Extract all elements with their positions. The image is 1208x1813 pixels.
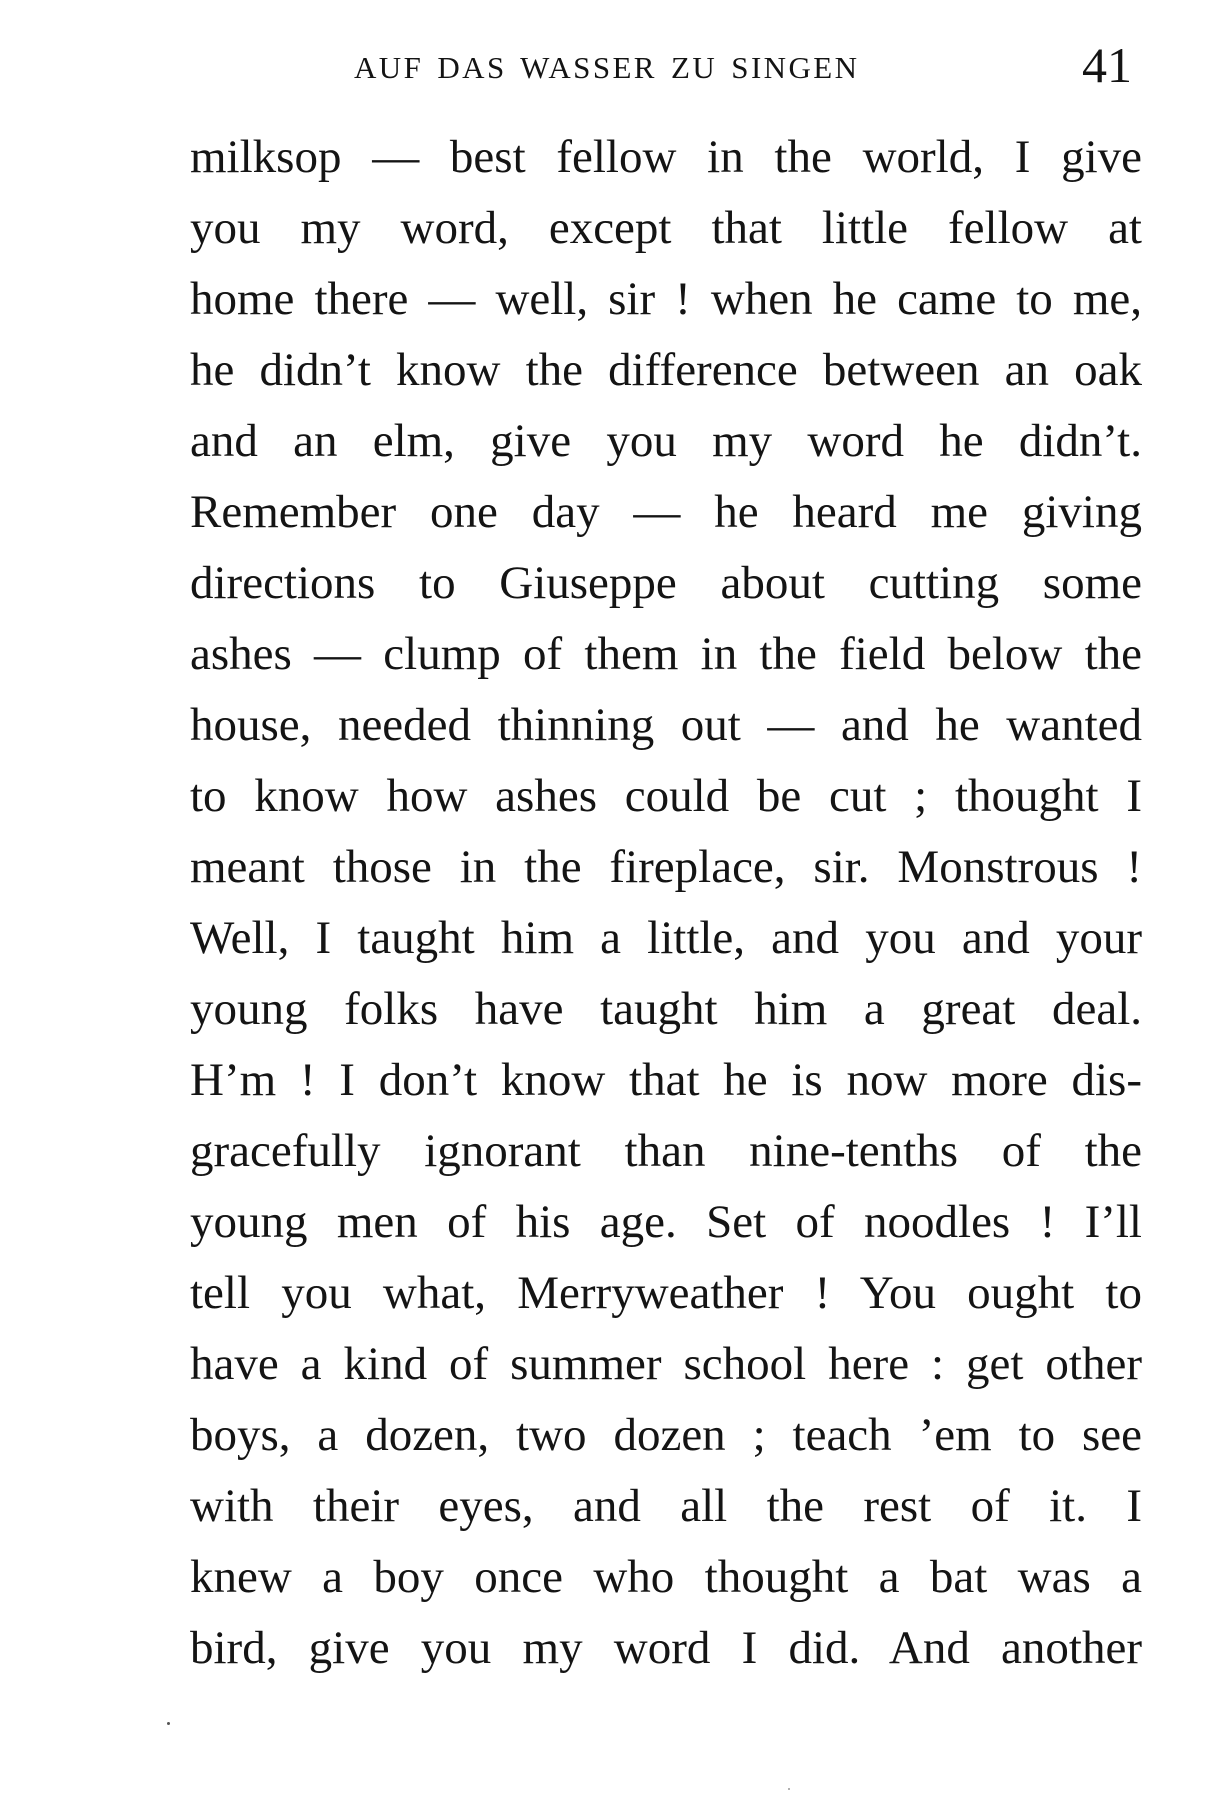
text-line: you my word, except that little fellow at — [190, 202, 1142, 254]
text-line: directions to Giuseppe about cutting some — [190, 557, 1142, 609]
text-line: ashes — clump of them in the field below the — [190, 628, 1142, 680]
text-line: Remember one day — he heard me giving — [190, 486, 1142, 538]
print-speck — [788, 1788, 790, 1790]
running-head — [190, 36, 1138, 96]
text-line: tell you what, Merryweather ! You ought to — [190, 1267, 1142, 1319]
text-line: young men of his age. Set of noodles ! I’ll — [190, 1196, 1142, 1248]
text-line: H’m ! I don’t know that he is now more dis- — [190, 1054, 1142, 1106]
text-line: have a kind of summer school here : get other — [190, 1338, 1142, 1390]
page-number: 41 — [1082, 37, 1132, 93]
text-line: bird, give you my word I did. And another — [190, 1622, 1142, 1674]
text-line: milksop — best fellow in the world, I give — [190, 131, 1142, 183]
text-line: young folks have taught him a great deal. — [190, 983, 1142, 1035]
text-line: with their eyes, and all the rest of it. I — [190, 1480, 1142, 1532]
text-line: and an elm, give you my word he didn’t. — [190, 415, 1142, 467]
text-line: knew a boy once who thought a bat was a — [190, 1551, 1142, 1603]
print-speck — [167, 1722, 170, 1725]
text-line: Well, I taught him a little, and you and your — [190, 912, 1142, 964]
text-line: he didn’t know the difference between an oak — [190, 344, 1142, 396]
text-line: to know how ashes could be cut ; thought I — [190, 770, 1142, 822]
text-line: meant those in the fireplace, sir. Monstrous ! — [190, 841, 1142, 893]
text-line: house, needed thinning out — and he wanted — [190, 699, 1142, 751]
text-line: boys, a dozen, two dozen ; teach ’em to see — [190, 1409, 1142, 1461]
running-title: AUF DAS WASSER ZU SINGEN — [354, 50, 860, 85]
text-line: gracefully ignorant than nine-tenths of the — [190, 1125, 1142, 1177]
body-text — [190, 122, 1142, 1684]
text-line: home there — well, sir ! when he came to me, — [190, 273, 1142, 325]
